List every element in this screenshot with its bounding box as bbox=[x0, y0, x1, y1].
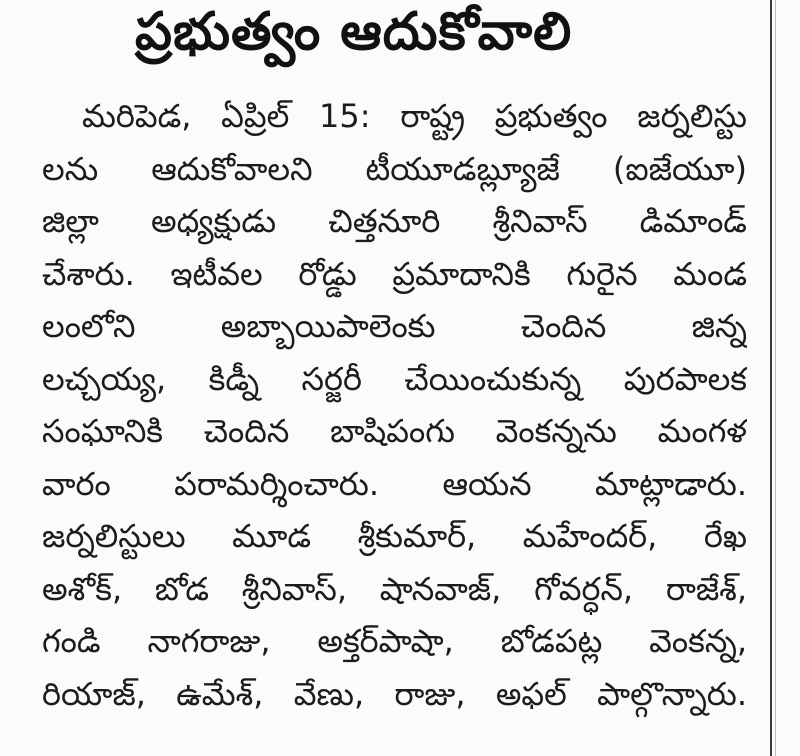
article-line: లంలోని అబ్బాయిపాలెంకు చెందిన జిన్న bbox=[42, 307, 747, 345]
article-line: వారం పరామర్శించారు. ఆయన మాట్లాడారు. bbox=[42, 464, 747, 503]
article-line: చేశారు. ఇటీవల రోడ్డు ప్రమాదానికి గురైన మండ bbox=[42, 254, 747, 293]
article-line: జిల్లా అధ్యక్షుడు చిత్తనూరి శ్రీనివాస్ డిమాండ్ bbox=[42, 202, 747, 240]
article-line: అశోక్, బోడ శ్రీనివాస్, షానవాజ్, గోవర్ధన్, రాజేశ్, bbox=[42, 569, 747, 608]
article-line: గండి నాగరాజు, అక్తర్‌పాషా, బోడపట్ల వెంకన్న, bbox=[42, 622, 747, 660]
article-line: రియాజ్, ఉమేశ్, వేణు, రాజు, అఫల్ పాల్గొన్నారు. bbox=[42, 674, 747, 713]
article-body bbox=[42, 90, 747, 720]
article-line: లను ఆదుకోవాలని టీయూడబ్ల్యూజే (ఐజేయూ) bbox=[42, 149, 747, 188]
article-line: జర్నలిస్టులు మూడ శ్రీకుమార్, మహేందర్, రేఖ bbox=[42, 517, 747, 555]
column-rule-shadow bbox=[775, 0, 776, 756]
article-line: మరిపెడ, ఏప్రిల్ 15: రాష్ట్ర ప్రభుత్వం జర్నలిస్టు bbox=[82, 97, 747, 135]
column-rule bbox=[770, 0, 772, 756]
headline: ప్రభుత్వం ఆదుకోవాలి bbox=[135, 2, 573, 62]
article-line: సంఘానికి చెందిన బాషిపంగు వెంకన్నను మంగళ bbox=[42, 412, 747, 450]
article-line: లచ్చయ్య, కిడ్నీ సర్జరీ చేయించుకున్న పురపాలక bbox=[42, 359, 747, 398]
